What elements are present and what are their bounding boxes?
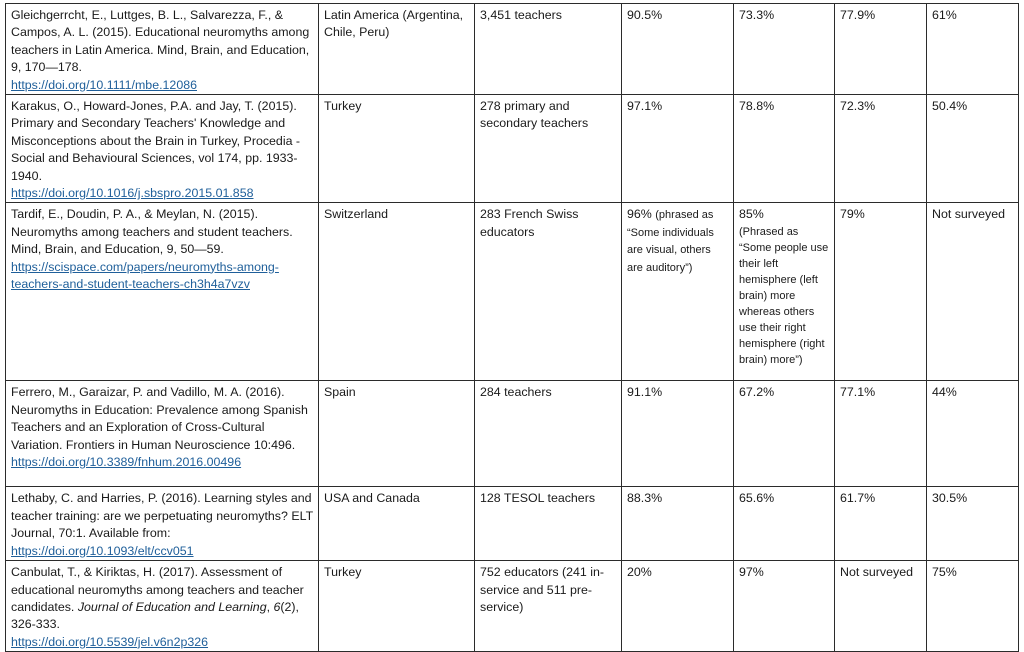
citation-authors: Canbulat, T., & Kiriktas, H. (2017). Assessment of educational neuromyths among teachers and teacher candidates. xyxy=(11,565,304,614)
sample-cell: 752 educators (241 in-service and 511 pre-service) xyxy=(475,561,622,652)
country-cell: Turkey xyxy=(319,95,475,203)
table-row xyxy=(6,95,1019,203)
value-cell: 50.4% xyxy=(927,95,1019,203)
doi-link[interactable]: https://doi.org/10.5539/jel.v6n2p326 xyxy=(11,634,209,649)
value-cell: 79% xyxy=(835,203,927,381)
citation-text xyxy=(11,564,313,634)
citation-cell xyxy=(6,561,319,652)
citation-cell xyxy=(6,203,319,381)
value-text: 85% xyxy=(739,207,764,222)
citation-cell xyxy=(6,4,319,95)
value-cell: 72.3% xyxy=(835,95,927,203)
citation-text: Gleichgerrcht, E., Luttges, B. L., Salvarezza, F., & Campos, A. L. (2015). Educational neuromyths among teachers in Latin America. Mind, Brain, and Education, 9, 170—178. xyxy=(11,8,310,75)
value-text: 96% xyxy=(627,207,652,222)
citation-text: Ferrero, M., Garaizar, P. and Vadillo, M. A. (2016). Neuromyths in Education: Prevalence among Spanish Teachers and an Exploration of Cross-Cultural Variation. Frontiers in Human Neuroscience 10:496. xyxy=(11,385,308,452)
value-cell: 67.2% xyxy=(734,381,835,487)
citation-pages: (2), 326-333. xyxy=(11,599,299,632)
value-cell: 90.5% xyxy=(622,4,734,95)
doi-link[interactable]: https://doi.org/10.1093/elt/ccv051 xyxy=(11,543,194,558)
value-cell: 91.1% xyxy=(622,381,734,487)
value-cell: 20% xyxy=(622,561,734,652)
value-cell: 30.5% xyxy=(927,487,1019,561)
citation-cell xyxy=(6,381,319,487)
citation-journal: Journal of Education and Learning xyxy=(77,599,267,614)
citation-cell xyxy=(6,95,319,203)
table-row xyxy=(6,561,1019,652)
country-cell: USA and Canada xyxy=(319,487,475,561)
country-cell: Latin America (Argentina, Chile, Peru) xyxy=(319,4,475,95)
table-row xyxy=(6,4,1019,95)
scispace-link[interactable]: https://scispace.com/papers/neuromyths-among-teachers-and-student-teachers-ch3h4a7vzv xyxy=(11,259,279,292)
value-cell: 97.1% xyxy=(622,95,734,203)
value-cell: 73.3% xyxy=(734,4,835,95)
value-cell: 77.1% xyxy=(835,381,927,487)
citation-text: Tardif, E., Doudin, P. A., & Meylan, N. (2015). Neuromyths among teachers and student teachers. Mind, Brain, and Education, 9, 50—59. xyxy=(11,207,293,257)
sample-cell: 284 teachers xyxy=(475,381,622,487)
doi-link[interactable]: https://doi.org/10.1111/mbe.12086 xyxy=(11,77,197,92)
value-cell: Not surveyed xyxy=(835,561,927,652)
value-cell: 75% xyxy=(927,561,1019,652)
citation-text: Lethaby, C. and Harries, P. (2016). Learning styles and teacher training: are we perpetuating neuromyths? ELT Journal, 70:1. Available from: xyxy=(11,491,313,541)
country-cell: Turkey xyxy=(319,561,475,652)
sample-cell: 283 French Swiss educators xyxy=(475,203,622,381)
sample-cell: 3,451 teachers xyxy=(475,4,622,95)
value-cell: Not surveyed xyxy=(927,203,1019,381)
table-row xyxy=(6,203,1019,381)
doi-link[interactable]: https://doi.org/10.1016/j.sbspro.2015.01.858 xyxy=(11,186,254,201)
table-row xyxy=(6,487,1019,561)
value-cell: 77.9% xyxy=(835,4,927,95)
value-cell: 61.7% xyxy=(835,487,927,561)
sample-cell: 278 primary and secondary teachers xyxy=(475,95,622,203)
value-cell xyxy=(622,203,734,381)
value-cell: 61% xyxy=(927,4,1019,95)
citation-volume: 6 xyxy=(273,599,281,614)
value-cell: 44% xyxy=(927,381,1019,487)
citation-sep: , xyxy=(266,599,274,614)
table-row xyxy=(6,381,1019,487)
neuromyths-studies-table xyxy=(5,3,1019,652)
phrasing-note: (Phrased as “Some people use their left hemisphere (left brain) more whereas others use their right hemisphere (right brain) more”) xyxy=(739,225,829,366)
sample-cell: 128 TESOL teachers xyxy=(475,487,622,561)
country-cell: Switzerland xyxy=(319,203,475,381)
phrasing-note: (phrased as “Some individuals are visual, others are auditory”) xyxy=(627,209,714,274)
value-cell: 78.8% xyxy=(734,95,835,203)
doi-link[interactable]: https://doi.org/10.3389/fnhum.2016.00496 xyxy=(11,455,242,470)
country-cell: Spain xyxy=(319,381,475,487)
value-cell: 65.6% xyxy=(734,487,835,561)
citation-text: Karakus, O., Howard-Jones, P.A. and Jay, T. (2015). Primary and Secondary Teachers' Knowledge and Misconceptions about the Brain in Turkey, Procedia - Social and Behavioural Sciences, vol 174, pp. 1933-1940. xyxy=(11,99,301,183)
value-cell: 88.3% xyxy=(622,487,734,561)
citation-cell xyxy=(6,487,319,561)
value-cell xyxy=(734,203,835,381)
value-cell: 97% xyxy=(734,561,835,652)
